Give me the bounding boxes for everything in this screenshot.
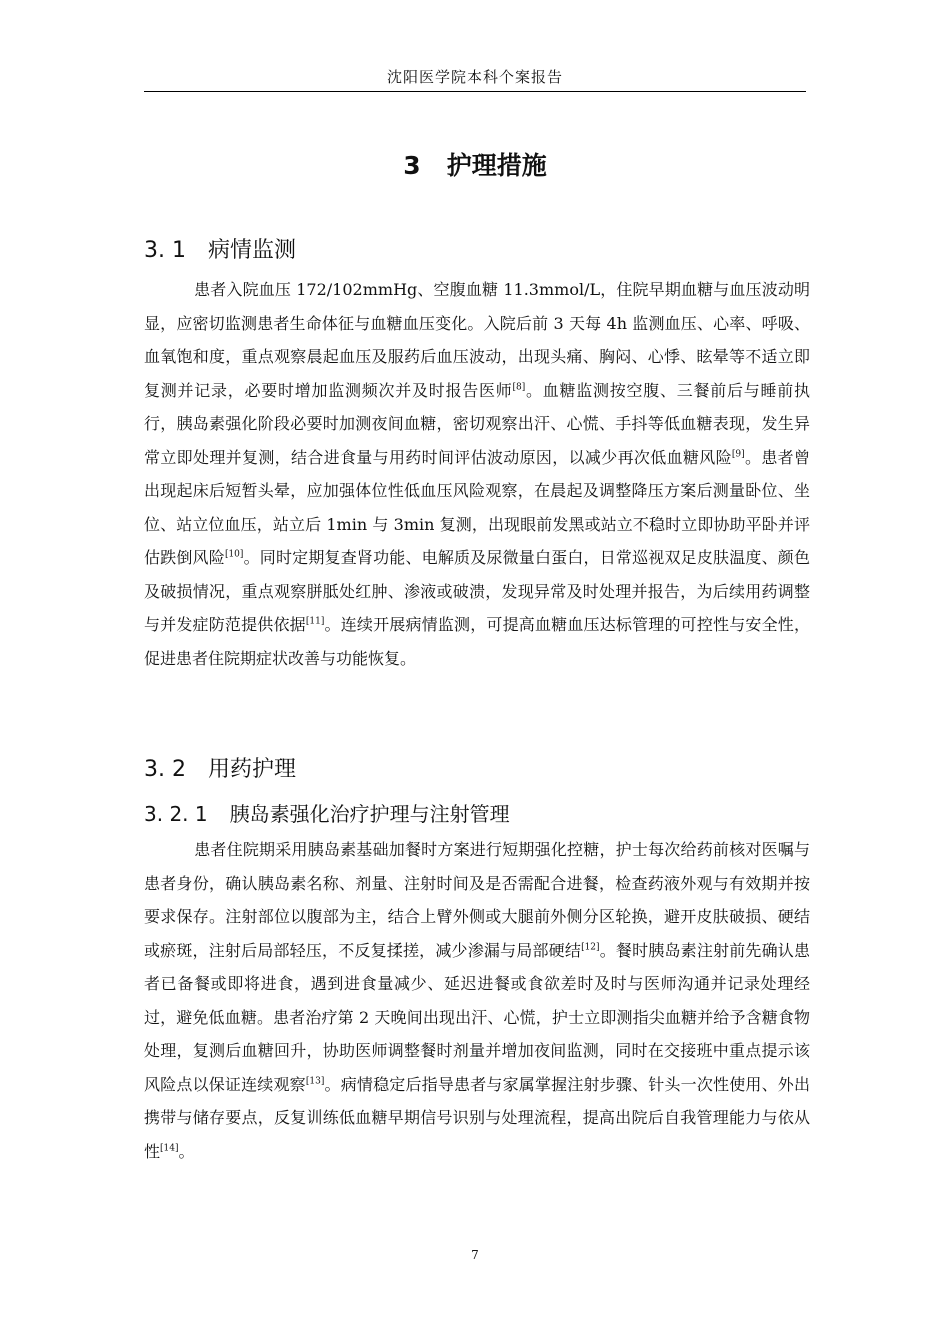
header-rule (144, 91, 806, 92)
chapter-number: 3 (403, 151, 421, 180)
paragraph-text: 患者入院血压 172/102mmHg、空腹血糖 11.3mmol/L，住院早期血糖与血压波动明显，应密切监测患者生命体征与血糖血压变化。入院后前 3 天每 4h 监测血压、心率、呼吸、血氧饱和度，重点观察晨起血压及服药后血压波动，出现头痛、胸闷、心悸、眩晕等不适立即复测并记录，必要时增加监测频次并及时报告医师 (144, 280, 810, 400)
section-heading-3-1 (144, 233, 296, 264)
paragraph-text: 。患者曾出现起床后短暂头晕，应加强体位性低血压风险观察，在晨起及调整降压方案后测量卧位、坐位、站立位血压，站立后 1min 与 3min 复测，出现眼前发黑或站立不稳时立即协助平卧并评估跌倒风险 (144, 447, 810, 567)
section-heading-3-2 (144, 752, 296, 783)
paragraph-text: 。 (178, 1141, 195, 1161)
citation-ref: [12] (581, 942, 600, 953)
paragraph-text: 。同时定期复查肾功能、电解质及尿微量白蛋白，日常巡视双足皮肤温度、颜色及破损情况，重点观察胼胝处红肿、渗液或破溃，发现异常及时处理并报告，为后续用药调整与并发症防范提供依据 (144, 548, 810, 634)
citation-ref: [11] (305, 616, 325, 627)
chapter-title-text: 护理措施 (446, 151, 547, 180)
page-number: 7 (471, 1248, 479, 1262)
paragraph-text: 。血糖监测按空腹、三餐前后与睡前执行，胰岛素强化阶段必要时加测夜间血糖，密切观察出汗、心慌、手抖等低血糖表现，发生异常立即处理并复测，结合进食量与用药时间评估波动原因，以减少再次低血糖风险 (144, 380, 810, 467)
subsection-title: 胰岛素强化治疗护理与注射管理 (229, 802, 510, 826)
section-number: 3. 1 (144, 238, 186, 263)
running-header: 沈阳医学院本科个案报告 (386, 68, 563, 86)
citation-ref: [14] (160, 1143, 179, 1154)
paragraph-text: 。连续开展病情监测，可提高血糖血压达标管理的可控性与安全性，促进患者住院期症状改善与功能恢复。 (144, 615, 810, 668)
section-title: 用药护理 (207, 757, 296, 782)
citation-ref: [13] (305, 1076, 325, 1087)
section-3-1-paragraph (144, 273, 810, 675)
paragraph-text: 。餐时胰岛素注射前先确认患者已备餐或即将进食，遇到进食量减少、延迟进餐或食欲差时及时与医师沟通并记录处理经过，避免低血糖。患者治疗第 2 天晚间出现出汗、心慌，护士立即测指尖血糖并给予含糖食物处理，复测后血糖回升，协助医师调整餐时剂量并增加夜间监测，同时在交接班中重点提示该风险点以保证连续观察 (144, 940, 810, 1094)
citation-ref: [9] (731, 449, 745, 460)
section-number: 3. 2 (144, 757, 186, 782)
paragraph-text: 患者住院期采用胰岛素基础加餐时方案进行短期强化控糖，护士每次给药前核对医嘱与患者身份，确认胰岛素名称、剂量、注射时间及是否需配合进餐，检查药液外观与有效期并按要求保存。注射部位以腹部为主，结合上臂外侧或大腿前外侧分区轮换，避开皮肤破损、硬结或瘀斑，注射后局部轻压，不反复揉搓，减少渗漏与局部硬结 (144, 840, 810, 960)
citation-ref: [8] (512, 382, 526, 393)
chapter-title (144, 146, 806, 182)
section-3-2-1-paragraph (144, 833, 810, 1168)
paragraph-text: 。病情稳定后指导患者与家属掌握注射步骤、针头一次性使用、外出携带与储存要点，反复训练低血糖早期信号识别与处理流程，提高出院后自我管理能力与依从性 (144, 1074, 810, 1161)
citation-ref: [10] (224, 549, 244, 560)
section-title: 病情监测 (207, 238, 296, 263)
subsection-heading-3-2-1 (144, 798, 510, 827)
subsection-number: 3. 2. 1 (144, 802, 208, 826)
